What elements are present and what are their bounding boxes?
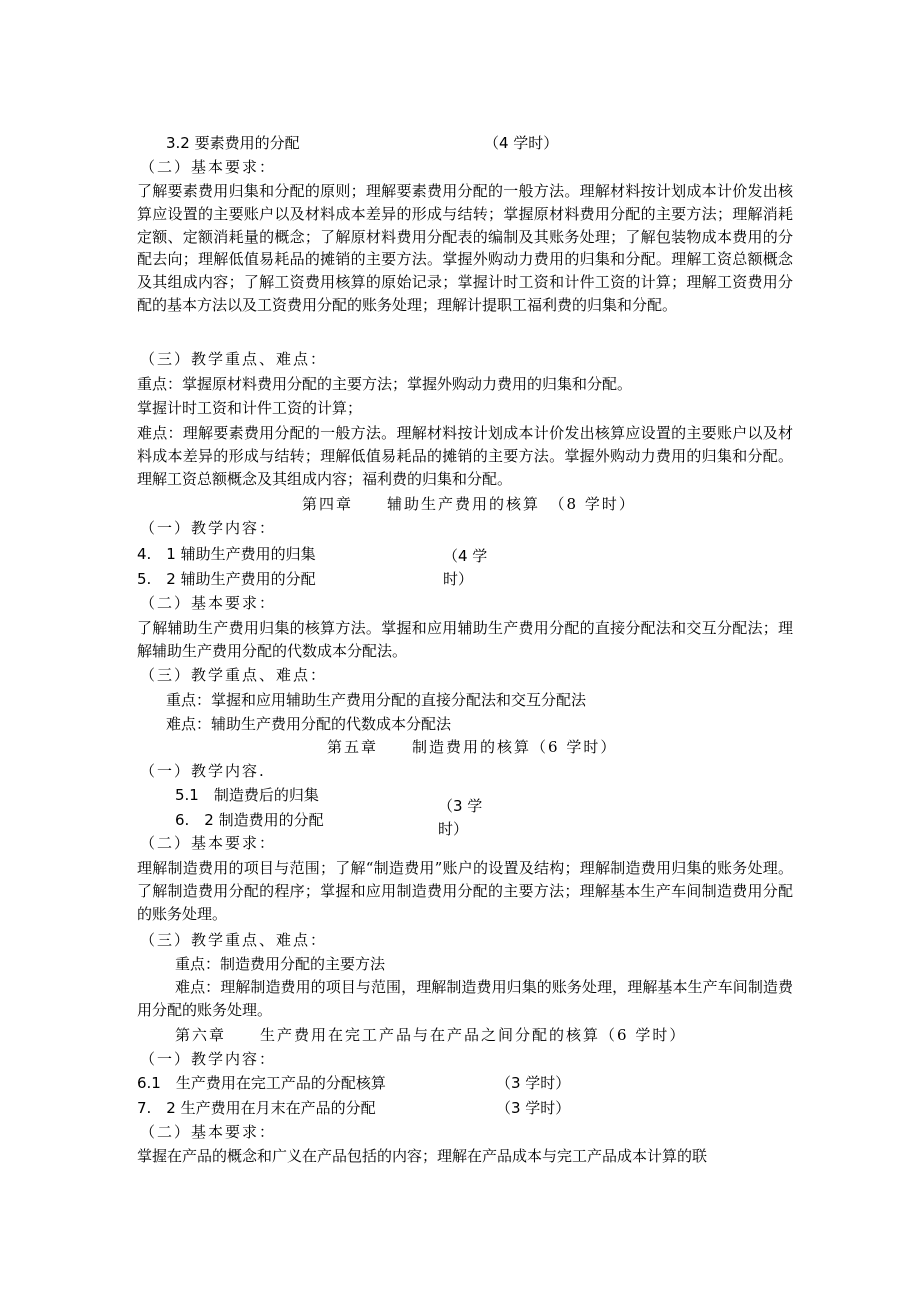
s3-req-heading: （二）基本要求： [140, 158, 277, 176]
ch4-req-text: 了解辅助生产费用归集的核算方法。掌握和应用辅助生产费用分配的直接分配法和交互分配法；理解辅助生产费用分配的代数成本分配法。 [137, 619, 793, 660]
ch5-req-heading: （二）基本要求： [140, 834, 277, 852]
s3-key-heading: （三）教学重点、难点： [140, 350, 328, 368]
s3-key-line1: 重点：掌握原材料费用分配的主要方法；掌握外购动力费用的归集和分配。 [137, 375, 633, 393]
s3-difficult-text: 难点：理解要素费用分配的一般方法。理解材料按计划成本计价发出核算应设置的主要账户以及材料成本差异的形成与结转；理解低值易耗品的摊销的主要方法。掌握外购动力费用的归集和分配。理解工资总额概念及其组成内容；福利费的归集和分配。 [137, 424, 793, 488]
ch5-item2: 6. 2 制造费用的分配 [175, 811, 324, 829]
ch4-hours-a: （4 学 [443, 547, 488, 565]
ch4-item2: 5. 2 辅助生产费用的分配 [137, 570, 316, 588]
ch5-hours-a: （3 学 [438, 797, 483, 815]
ch6-req-text: 掌握在产品的概念和广义在产品包括的内容；理解在产品成本与完工产品成本计算的联 [137, 1147, 708, 1165]
ch5-key: 重点：制造费用分配的主要方法 [175, 955, 386, 973]
ch4-content-heading: （一）教学内容： [140, 519, 277, 537]
ch4-difficult: 难点：辅助生产费用分配的代数成本分配法 [166, 715, 452, 733]
ch5-difficult: 难点：理解制造费用的项目与范围，理解制造费用归集的账务处理，理解基本生产车间制造费用分配的账务处理。 [137, 978, 793, 1019]
s3-req-text: 了解要素费用归集和分配的原则；理解要素费用分配的一般方法。理解材料按计划成本计价发出核算应设置的主要账户以及材料成本差异的形成与结转；掌握原材料费用分配的主要方法；理解消耗定额、定额消耗量的概念；了解原材料费用分配表的编制及其账务处理；了解包装物成本费用的分配去向；理解低值易耗品的摊销的主要方法。掌握外购动力费用的归集和分配。理解工资总额概念及其组成内容；了解工资费用核算的原始记录；掌握计时工资和计件工资的计算；理解工资费用分配的基本方法以及工资费用分配的账务处理；理解计提职工福利费的归集和分配。 [137, 182, 793, 314]
ch5-hours-b: 时） [438, 820, 469, 838]
item-3-2-hours: （4 学时） [484, 134, 559, 152]
ch4-key: 重点：掌握和应用辅助生产费用分配的直接分配法和交互分配法 [166, 691, 587, 709]
ch5-req-text: 理解制造费用的项目与范围；了解“制造费用”账户的设置及结构；理解制造费用归集的账务处理。了解制造费用分配的程序；掌握和应用制造费用分配的主要方法；理解基本生产车间制造费用分配的账务处理。 [137, 859, 793, 923]
ch6-req-heading: （二）基本要求： [140, 1123, 277, 1141]
ch4-hours-b: 时） [443, 570, 474, 588]
s3-key-line2: 掌握计时工资和计件工资的计算； [137, 399, 363, 417]
ch5-key-heading: （三）教学重点、难点： [140, 931, 328, 949]
ch6-item1-hours: （3 学时） [496, 1074, 571, 1092]
ch6-content-heading: （一）教学内容： [140, 1050, 277, 1068]
item-3-2-label: 3.2 要素费用的分配 [166, 134, 300, 152]
ch4-key-heading: （三）教学重点、难点： [140, 666, 328, 684]
ch6-item2-hours: （3 学时） [496, 1099, 571, 1117]
ch6-title: 第六章 生产费用在完工产品与在产品之间分配的核算（6 学时） [175, 1026, 687, 1044]
ch5-item1: 5.1 制造费后的归集 [175, 786, 319, 804]
ch5-title: 第五章 制造费用的核算（6 学时） [327, 738, 618, 756]
ch6-item1: 6.1 生产费用在完工产品的分配核算 [137, 1074, 386, 1092]
ch4-req-heading: （二）基本要求： [140, 594, 277, 612]
ch4-title: 第四章 辅助生产费用的核算 （8 学时） [302, 495, 636, 513]
ch5-content-heading: （一）教学内容. [140, 762, 266, 780]
ch4-item1: 4. 1 辅助生产费用的归集 [137, 545, 316, 563]
ch6-item2: 7. 2 生产费用在月末在产品的分配 [137, 1099, 376, 1117]
